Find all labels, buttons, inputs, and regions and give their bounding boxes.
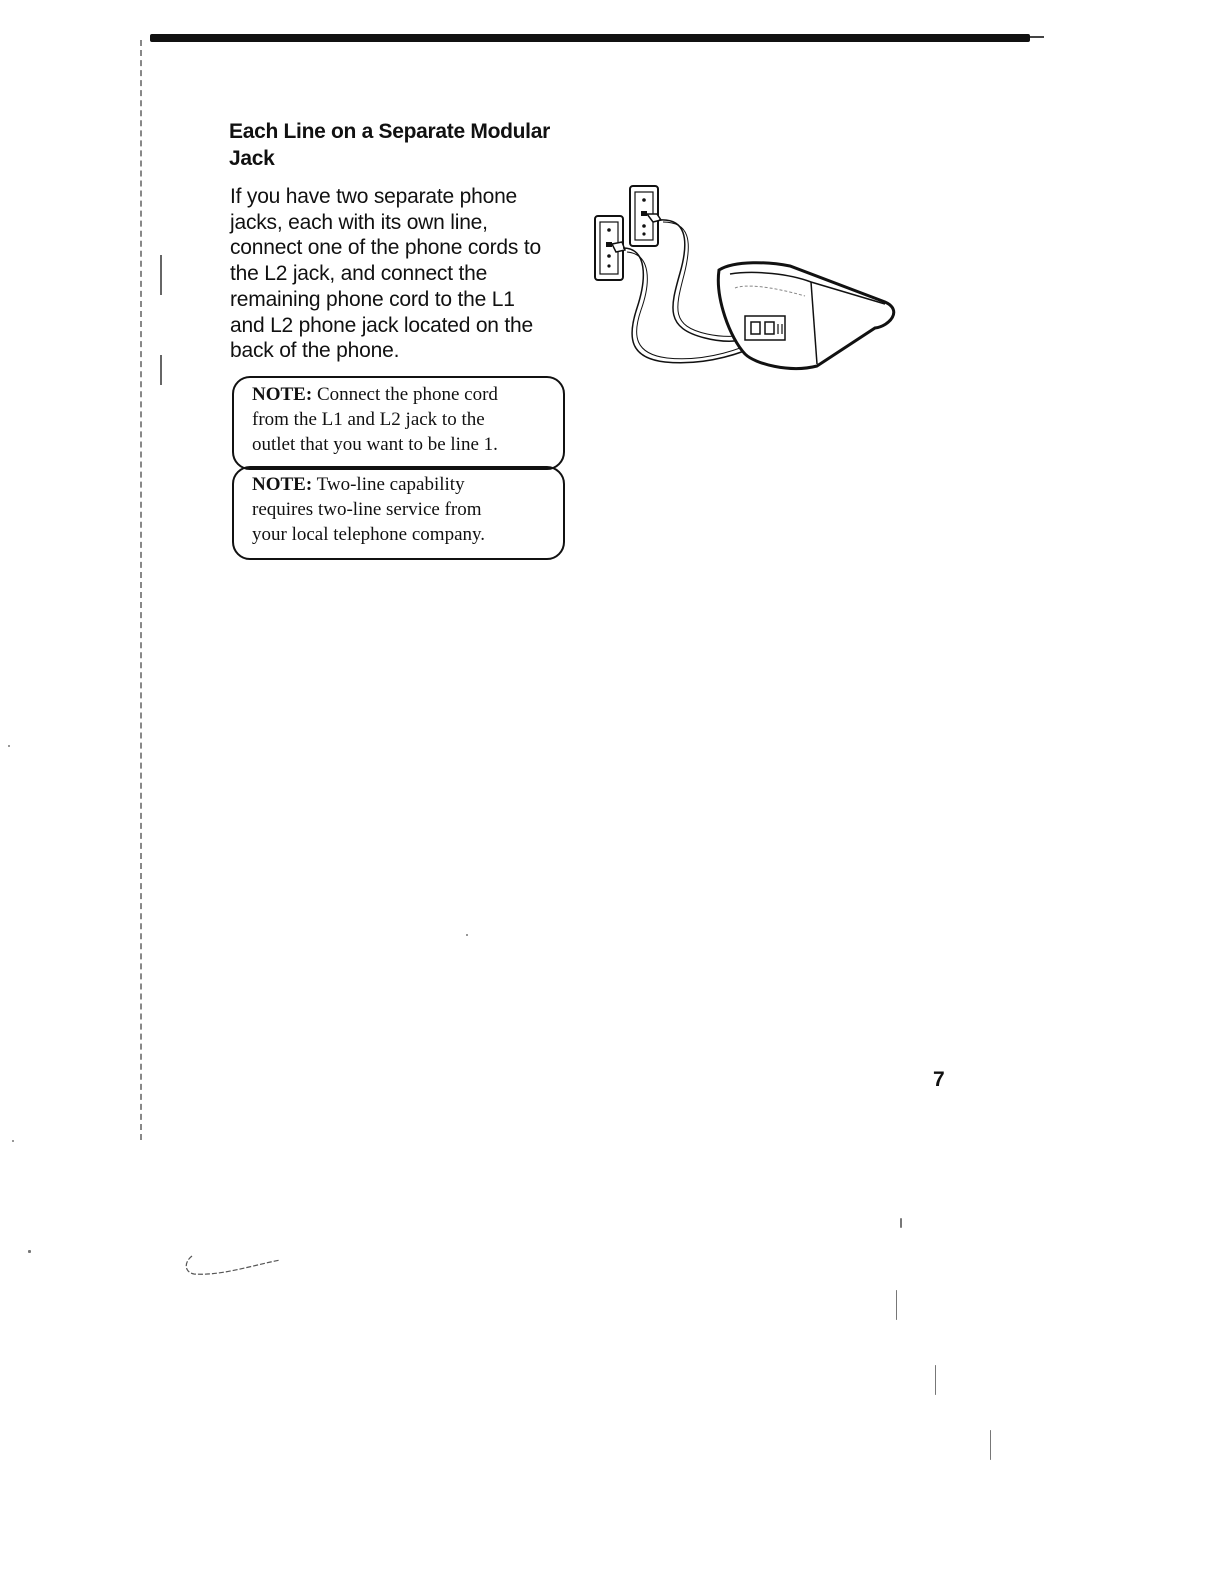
note-label: NOTE:	[252, 474, 313, 495]
section-heading-line-2: Jack	[229, 147, 275, 170]
margin-mark	[160, 255, 162, 295]
phone-wall-jack-connection-illustration-icon	[585, 178, 915, 378]
section-heading-line-1: Each Line on a Separate Modular	[229, 120, 550, 143]
note-text: outlet that you want to be line 1.	[252, 434, 498, 455]
scan-speck	[28, 1250, 31, 1253]
note-text: Connect the phone cord	[312, 384, 498, 405]
note-text: from the L1 and L2 jack to the	[252, 409, 485, 430]
scan-speck	[935, 1365, 936, 1395]
instructions-paragraph	[230, 184, 570, 364]
body-line: the L2 jack, and connect the	[230, 262, 488, 286]
scan-speck	[12, 1140, 14, 1142]
note-label: NOTE:	[252, 384, 313, 405]
body-line: and L2 phone jack located on the	[230, 313, 534, 337]
body-line: If you have two separate phone	[230, 185, 518, 208]
binding-margin-line	[140, 40, 142, 1140]
body-line: connect one of the phone cords to	[230, 236, 541, 260]
scan-artifact-squiggle	[180, 1250, 290, 1290]
scan-speck	[8, 745, 10, 747]
note-box-two-line-service	[232, 466, 565, 560]
note-text: Two-line capability	[312, 474, 465, 495]
scan-speck	[896, 1290, 897, 1320]
page-number: 7	[933, 1068, 945, 1091]
note-text: your local telephone company.	[252, 524, 486, 545]
note-text: requires two-line service from	[252, 499, 482, 520]
body-line: jacks, each with its own line,	[230, 210, 488, 234]
section-heading	[229, 118, 569, 172]
body-line: back of the phone.	[230, 339, 400, 363]
top-rule	[150, 34, 1030, 42]
top-rule-tail	[1030, 36, 1044, 38]
body-line: remaining phone cord to the L1	[230, 287, 515, 311]
scan-speck	[990, 1430, 991, 1460]
margin-mark	[160, 355, 162, 385]
scan-speck	[466, 934, 468, 936]
scan-speck	[900, 1218, 902, 1228]
note-box-primary-line	[232, 376, 565, 470]
